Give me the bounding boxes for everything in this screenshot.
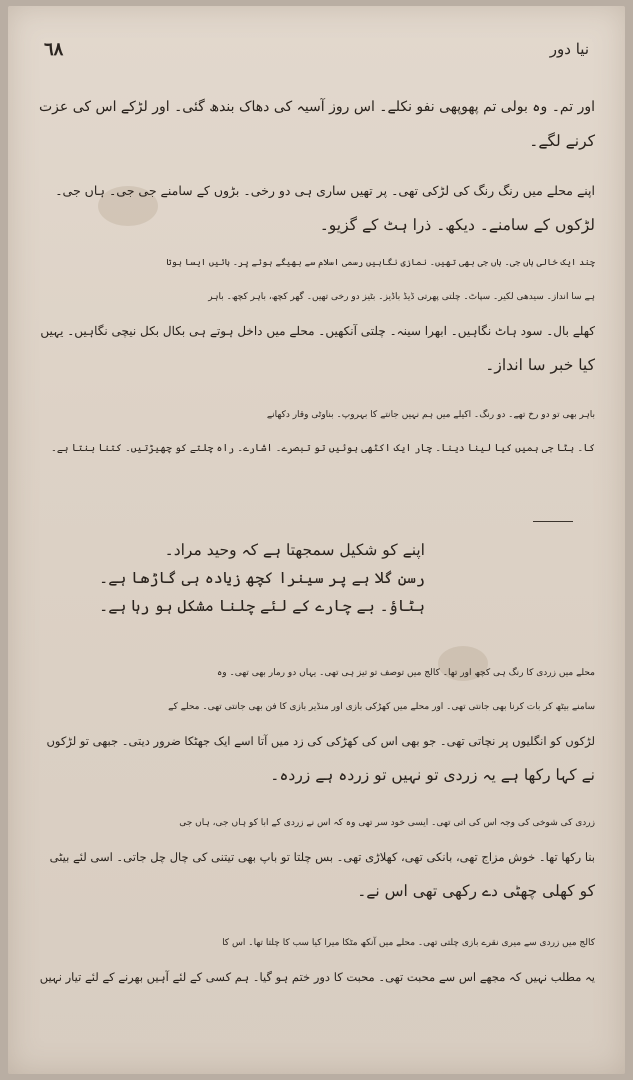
page-number: ٦٨ — [44, 38, 64, 60]
paragraph — [40, 926, 595, 994]
text-line: ہے سا انداز۔ سیدھی لکیر۔ سپاٹ۔ چلتی پھرتی ڈیڈ باڈیز۔ بٹیز دو رخی تھیں۔ گھر کچھ، باہر کچھ۔ باہر — [208, 292, 595, 302]
section-dash — [533, 521, 573, 522]
text-line: بنا رکھا تھا۔ خوش مزاج تھی، بانکی تھی، کھلاڑی تھی۔ بس چلتا تو باپ بھی تیتنی کی چال چل جاتی۔ اسی لئے بیٹی — [49, 850, 595, 864]
text-line: اپنے محلے میں رنگ رنگ کی لڑکی تھی۔ پر تھیں ساری ہی دو رخی۔ بڑوں کے سامنے جی جی۔ ہاں جی۔ — [55, 183, 595, 198]
text-line: کا۔ ہٹا جی ہمیں کیا لینا دینا۔ چار ایک اکٹھی ہوئیں تو تبصرے۔ اشارے۔ راہ چلتے کو چھیڑتیں۔ کتنا بنتا ہے۔ — [50, 443, 595, 454]
text-line: لڑکوں کو انگلیوں پر نچاتی تھی۔ جو بھی اس کی کھڑکی کی زد میں آتا اسے ایک جھٹکا ضرور دیتی۔ جبھی تو لڑکوں — [46, 734, 595, 748]
text-line: لڑکوں کے سامنے۔ دیکھ۔ ذرا ہٹ کے گزیو۔ — [319, 216, 595, 234]
paragraph — [39, 90, 595, 158]
text-line: رسن گلا ہے پر سینرا کچھ زیادہ ہی گاڑھا ہے۔ — [99, 569, 425, 587]
paragraph — [46, 656, 595, 792]
text-line: کھلے بال۔ سود ہاٹ نگاہیں۔ ابھرا سینہ۔ چلتی آنکھیں۔ محلے میں داخل ہوتے ہی بکال بکل نیچی نگاہیں۔ یہیں — [40, 324, 595, 338]
text-line: کرنے لگے۔ — [529, 132, 595, 150]
paragraph — [50, 806, 595, 908]
text-line: اپنے کو شکیل سمجھتا ہے کہ وحید مراد۔ — [164, 541, 425, 559]
text-line: چند ایک خالی ہاں جی۔ ہاں جی بھی تھیں۔ نمازی نگاہیں رسمی اسلام سے بھیگے ہوئے پر۔ ہائیں ایسا ہوتا — [166, 258, 595, 268]
text-line: سامنے بیٹھ کر بات کرنا بھی جانتی تھی۔ اور محلے میں کھڑکی بازی اور منڈیر بازی کا فن بھی جانتی تھی۔ محلے کے — [168, 702, 595, 712]
page-header — [44, 34, 589, 64]
text-line: کو کھلی چھٹی دے رکھی تھی اس نے۔ — [357, 882, 595, 900]
text-line: یہ مطلب نہیں کہ مجھے اس سے محبت تھی۔ محبت کا دور ختم ہو گیا۔ ہم کسی کے لئے آہیں بھرنے کے لئے تیار نہیں — [39, 970, 595, 984]
paragraph — [51, 398, 595, 466]
text-line: کالج میں زردی سے میری نقرے بازی چلتی تھی۔ محلے میں آنکھ مٹکا میرا کیا سب کا چلتا تھا۔ اس کا — [222, 938, 595, 948]
paragraph — [40, 246, 595, 382]
text-line: محلے میں زردی کا رنگ ہی کچھ اور تھا۔ کالج میں توصف تو تیز ہی تھی۔ یہاں دو رمار بھی تھی۔ وہ — [216, 668, 595, 678]
text-line: باہر بھی تو دو رخ تھے۔ دو رنگ۔ اکیلے میں ہم نہیں جانتے کا بہروپ۔ بناوٹی وقار دکھانے — [266, 410, 595, 420]
text-line: اور تم۔ وہ بولی تم پھوپھی نفو نکلے۔ اس روز آسیہ کی دھاک بندھ گئی۔ اور لڑکے اس کی عزت — [38, 99, 595, 115]
text-line: ہٹاؤ۔ بے چارے کے لئے چلنا مشکل ہو رہا ہے۔ — [99, 597, 425, 615]
dialogue-block — [99, 536, 425, 620]
text-line: کیا خبر سا انداز۔ — [485, 356, 595, 374]
running-title: نیا دور — [549, 40, 589, 58]
text-line: زردی کی شوخی کی وجہ اس کی اتی تھی۔ ایسی خود سر تھی وہ کہ اس نے زردی کے ابا کو ہاں جی، ہاں جی — [179, 818, 595, 828]
text-line: نے کہا رکھا ہے یہ زردی تو نہیں تو زردہ ہے زردہ۔ — [270, 766, 595, 784]
paragraph — [55, 174, 595, 242]
book-page — [8, 6, 625, 1074]
